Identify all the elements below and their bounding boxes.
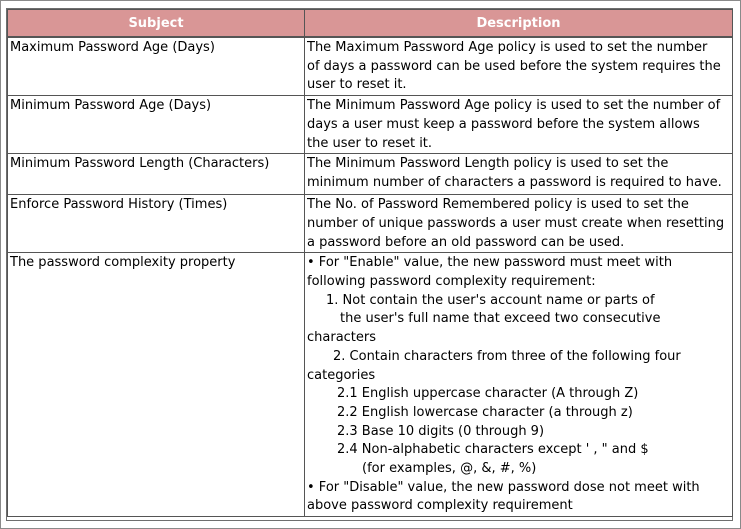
table-row xyxy=(8,37,733,96)
enable-line: • For "Enable" value, the new password must meet with xyxy=(307,255,673,271)
subject-cell: Minimum Password Age (Days) xyxy=(8,96,305,154)
description-line: of days a password can be used before the system requires the xyxy=(307,58,721,74)
rule-line: characters xyxy=(307,330,377,346)
description-cell xyxy=(305,37,733,96)
description-line: The No. of Password Remembered policy is used to set the xyxy=(307,197,689,213)
description-cell xyxy=(305,154,733,195)
category-line: 2.2 English lowercase character (a through z) xyxy=(337,404,633,420)
category-line: 2.4 Non-alphabetic characters except ' , " and $ xyxy=(337,442,649,458)
description-line: user to reset it. xyxy=(307,77,407,93)
table-container xyxy=(6,8,733,521)
category-example-line: (for examples, @, &, #, %) xyxy=(362,461,537,477)
enable-line: following password complexity requirement: xyxy=(307,274,596,290)
description-line: The Minimum Password Length policy is used to set the xyxy=(307,156,669,172)
header-row xyxy=(8,10,733,38)
subject-cell: Enforce Password History (Times) xyxy=(8,195,305,253)
description-cell xyxy=(305,195,733,253)
rule-line: 1. Not contain the user's account name or parts of xyxy=(326,292,655,308)
rule-line: the user's full name that exceed two consecutive xyxy=(340,311,661,327)
table-row xyxy=(8,154,733,195)
subject-cell: Maximum Password Age (Days) xyxy=(8,37,305,96)
description-cell xyxy=(305,253,733,517)
category-line: 2.1 English uppercase character (A through Z) xyxy=(337,386,639,402)
rule-line: categories xyxy=(307,367,376,383)
description-line: days a user must keep a password before the system allows xyxy=(307,116,700,132)
table-row xyxy=(8,96,733,154)
description-cell xyxy=(305,96,733,154)
subject-cell: Minimum Password Length (Characters) xyxy=(8,154,305,195)
table-row xyxy=(8,253,733,517)
category-line: 2.3 Base 10 digits (0 through 9) xyxy=(337,423,545,439)
disable-line: • For "Disable" value, the new password dose not meet with xyxy=(307,479,700,495)
description-line: The Minimum Password Age policy is used to set the number of xyxy=(307,98,721,114)
table-row xyxy=(8,195,733,253)
description-line: number of unique passwords a user must create when resetting xyxy=(307,215,725,231)
header-subject: Subject xyxy=(8,10,305,38)
description-line: the user to reset it. xyxy=(307,135,433,151)
description-line: The Maximum Password Age policy is used to set the number xyxy=(307,40,708,55)
description-line: minimum number of characters a password is required to have. xyxy=(307,174,722,190)
rule-line: 2. Contain characters from three of the following four xyxy=(333,348,681,364)
disable-line: above password complexity requirement xyxy=(307,498,573,514)
header-description: Description xyxy=(305,10,733,38)
subject-cell: The password complexity property xyxy=(8,253,305,517)
password-policy-table xyxy=(7,9,733,517)
description-line: a password before an old password can be used. xyxy=(307,234,625,250)
